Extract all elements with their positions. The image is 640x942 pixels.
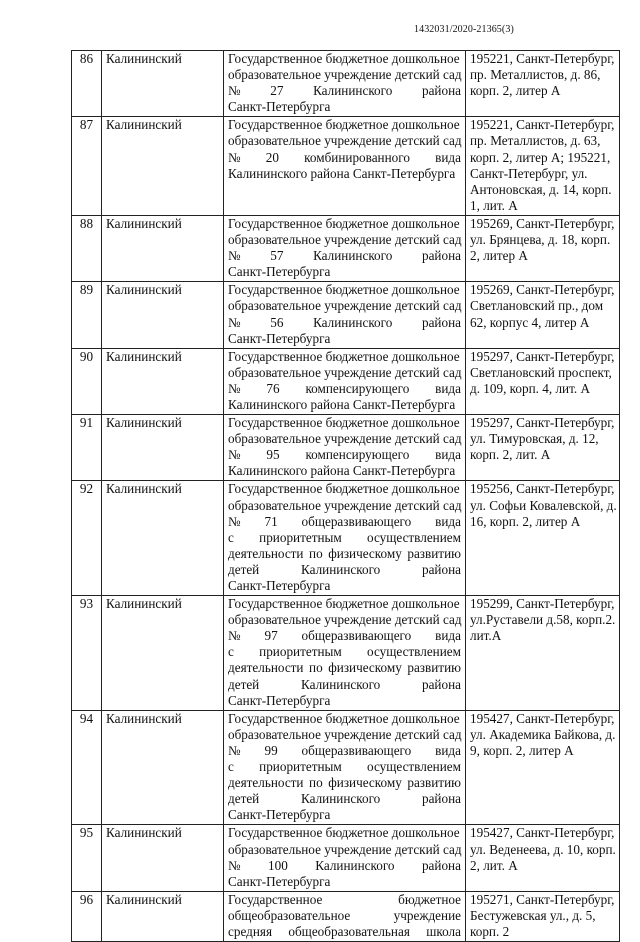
document-id: 1432031/2020-21365(3): [414, 24, 514, 35]
address-line: корп. 2, литер А; 195221,: [470, 149, 611, 165]
name-line: № 27 Калининского района: [228, 83, 461, 99]
name-line: Государственное бюджетное дошкольное: [228, 282, 460, 298]
address-line: 9, корп. 2, литер А: [470, 742, 574, 758]
district-cell: Калининский: [102, 596, 224, 711]
name-line: № 20 комбинированного вида: [228, 149, 461, 165]
row-number: 92: [72, 481, 102, 596]
name-line: деятельности по физическому развитию: [228, 660, 461, 676]
address-line: ул. Тимуровская, д. 12,: [470, 431, 599, 447]
address-line: ул. Брянцева, д. 18, корп.: [470, 232, 611, 248]
address-line: корп. 2, литер А: [470, 83, 561, 99]
registry-table: [71, 50, 620, 942]
registry-table-body: [72, 51, 620, 942]
district-cell: Калининский: [102, 710, 224, 825]
name-line: Санкт-Петербурга: [228, 264, 331, 280]
name-line: общеобразовательное учреждение: [228, 907, 461, 923]
district-cell: Калининский: [102, 415, 224, 481]
name-line: образовательное учреждение детский сад: [228, 431, 462, 447]
institution-name-cell: [224, 215, 466, 281]
name-line: № 76 компенсирующего вида: [228, 380, 461, 396]
name-line: № 57 Калининского района: [228, 248, 461, 264]
address-line: 195256, Санкт-Петербург,: [470, 481, 615, 497]
name-line: Санкт-Петербурга: [228, 692, 331, 708]
name-line: Калининского района Санкт-Петербурга: [228, 463, 456, 479]
address-line: 195221, Санкт-Петербург,: [470, 51, 615, 66]
address-line: ул. Академика Байкова, д.: [470, 726, 616, 742]
table-row: [72, 117, 620, 216]
row-number: 93: [72, 596, 102, 711]
name-line: Государственное бюджетное дошкольное: [228, 825, 460, 841]
name-line: Государственное бюджетное дошкольное: [228, 117, 460, 133]
institution-name-cell: [224, 596, 466, 711]
table-row: [72, 481, 620, 596]
name-line: № 56 Калининского района: [228, 314, 461, 330]
address-cell: [466, 596, 620, 711]
address-line: Санкт-Петербург, ул.: [470, 165, 588, 181]
name-line: образовательное учреждение детский сад: [228, 612, 462, 628]
address-line: 1, лит. А: [470, 197, 518, 213]
row-number: 96: [72, 891, 102, 941]
name-line: Санкт-Петербурга: [228, 807, 331, 823]
name-line: образовательное учреждение детский сад: [228, 298, 462, 314]
name-line: Государственное бюджетное дошкольное: [228, 596, 460, 612]
address-line: Антоновская, д. 14, корп.: [470, 181, 612, 197]
row-number: 94: [72, 710, 102, 825]
name-line: Государственное бюджетное дошкольное: [228, 348, 460, 364]
name-line: детей Калининского района: [228, 561, 461, 577]
address-line: Бестужевская ул., д. 5,: [470, 907, 596, 923]
name-line: № 95 компенсирующего вида: [228, 447, 461, 463]
district-cell: Калининский: [102, 825, 224, 891]
table-row: [72, 891, 620, 941]
address-line: корп. 2, лит. А: [470, 447, 551, 463]
address-line: лит.А: [470, 628, 502, 644]
row-number: 86: [72, 51, 102, 117]
district-cell: Калининский: [102, 215, 224, 281]
address-cell: [466, 51, 620, 117]
address-cell: [466, 481, 620, 596]
row-number: 95: [72, 825, 102, 891]
address-line: ул.Руставели д.58, корп.2.: [470, 612, 616, 628]
table-row: [72, 51, 620, 117]
address-line: Светлановский пр., дом: [470, 298, 604, 314]
address-cell: [466, 117, 620, 216]
table-row: [72, 825, 620, 891]
address-line: корп. 2: [470, 923, 510, 939]
table-row: [72, 348, 620, 414]
district-cell: Калининский: [102, 282, 224, 348]
address-line: д. 109, корп. 4, лит. А: [470, 380, 590, 396]
address-line: ул. Софьи Ковалевской, д.: [470, 497, 617, 513]
institution-name-cell: [224, 481, 466, 596]
table-row: [72, 596, 620, 711]
address-line: 195427, Санкт-Петербург,: [470, 825, 615, 841]
name-line: образовательное учреждение детский сад: [228, 67, 462, 83]
institution-name-cell: [224, 117, 466, 216]
name-line: деятельности по физическому развитию: [228, 545, 461, 561]
name-line: Государственное бюджетное дошкольное: [228, 215, 460, 231]
table-row: [72, 415, 620, 481]
row-number: 89: [72, 282, 102, 348]
name-line: Калининского района Санкт-Петербурга: [228, 165, 456, 181]
address-cell: [466, 215, 620, 281]
table-row: [72, 215, 620, 281]
institution-name-cell: [224, 825, 466, 891]
institution-name-cell: [224, 51, 466, 117]
name-line: Государственное бюджетное дошкольное: [228, 51, 460, 66]
address-line: 195299, Санкт-Петербург,: [470, 596, 615, 612]
name-line: Государственное бюджетное дошкольное: [228, 710, 460, 726]
name-line: образовательное учреждение детский сад: [228, 364, 462, 380]
address-line: 16, корп. 2, литер А: [470, 513, 581, 529]
address-line: ул. Веденеева, д. 10, корп.: [470, 841, 616, 857]
address-line: 195297, Санкт-Петербург,: [470, 348, 615, 364]
district-cell: Калининский: [102, 891, 224, 941]
address-cell: [466, 415, 620, 481]
name-line: Государственное бюджетное дошкольное: [228, 481, 460, 497]
institution-name-cell: [224, 348, 466, 414]
name-line: деятельности по физическому развитию: [228, 775, 461, 791]
name-line: с приоритетным осуществлением: [228, 759, 461, 775]
district-cell: Калининский: [102, 481, 224, 596]
name-line: образовательное учреждение детский сад: [228, 497, 462, 513]
address-cell: [466, 710, 620, 825]
table-row: [72, 282, 620, 348]
address-cell: [466, 891, 620, 941]
address-line: 195269, Санкт-Петербург,: [470, 282, 615, 298]
name-line: с приоритетным осуществлением: [228, 529, 461, 545]
address-line: пр. Металлистов, д. 86,: [470, 67, 601, 83]
name-line: детей Калининского района: [228, 791, 461, 807]
address-line: 195297, Санкт-Петербург,: [470, 415, 615, 431]
table-row: [72, 710, 620, 825]
institution-name-cell: [224, 282, 466, 348]
address-line: 195221, Санкт-Петербург,: [470, 117, 615, 133]
institution-name-cell: [224, 710, 466, 825]
address-cell: [466, 282, 620, 348]
address-line: 2, лит. А: [470, 857, 518, 873]
name-line: № 97 общеразвивающего вида: [228, 628, 461, 644]
address-line: 195269, Санкт-Петербург,: [470, 215, 615, 231]
address-line: 195271, Санкт-Петербург,: [470, 891, 615, 907]
address-cell: [466, 825, 620, 891]
name-line: образовательное учреждение детский сад: [228, 133, 462, 149]
name-line: с приоритетным осуществлением: [228, 644, 461, 660]
name-line: средняя общеобразовательная школа: [228, 923, 461, 939]
name-line: образовательное учреждение детский сад: [228, 232, 462, 248]
row-number: 87: [72, 117, 102, 216]
address-line: 195427, Санкт-Петербург,: [470, 710, 615, 726]
name-line: образовательное учреждение детский сад: [228, 726, 462, 742]
name-line: Калининского района Санкт-Петербурга: [228, 396, 456, 412]
name-line: № 100 Калининского района: [228, 857, 461, 873]
name-line: детей Калининского района: [228, 676, 461, 692]
address-line: пр. Металлистов, д. 63,: [470, 133, 601, 149]
name-line: Санкт-Петербурга: [228, 578, 331, 593]
name-line: № 99 общеразвивающего вида: [228, 742, 461, 758]
name-line: Государственное бюджетное: [228, 891, 461, 907]
address-line: 62, корпус 4, литер А: [470, 314, 590, 330]
name-line: Санкт-Петербурга: [228, 99, 331, 115]
name-line: Государственное бюджетное дошкольное: [228, 415, 460, 431]
name-line: Санкт-Петербурга: [228, 873, 331, 889]
row-number: 91: [72, 415, 102, 481]
address-line: Светлановский проспект,: [470, 364, 612, 380]
address-line: 2, литер А: [470, 248, 528, 264]
district-cell: Калининский: [102, 117, 224, 216]
district-cell: Калининский: [102, 51, 224, 117]
address-cell: [466, 348, 620, 414]
name-line: Санкт-Петербурга: [228, 330, 331, 346]
institution-name-cell: [224, 891, 466, 941]
name-line: образовательное учреждение детский сад: [228, 841, 462, 857]
row-number: 88: [72, 215, 102, 281]
institution-name-cell: [224, 415, 466, 481]
district-cell: Калининский: [102, 348, 224, 414]
name-line: № 71 общеразвивающего вида: [228, 513, 461, 529]
row-number: 90: [72, 348, 102, 414]
